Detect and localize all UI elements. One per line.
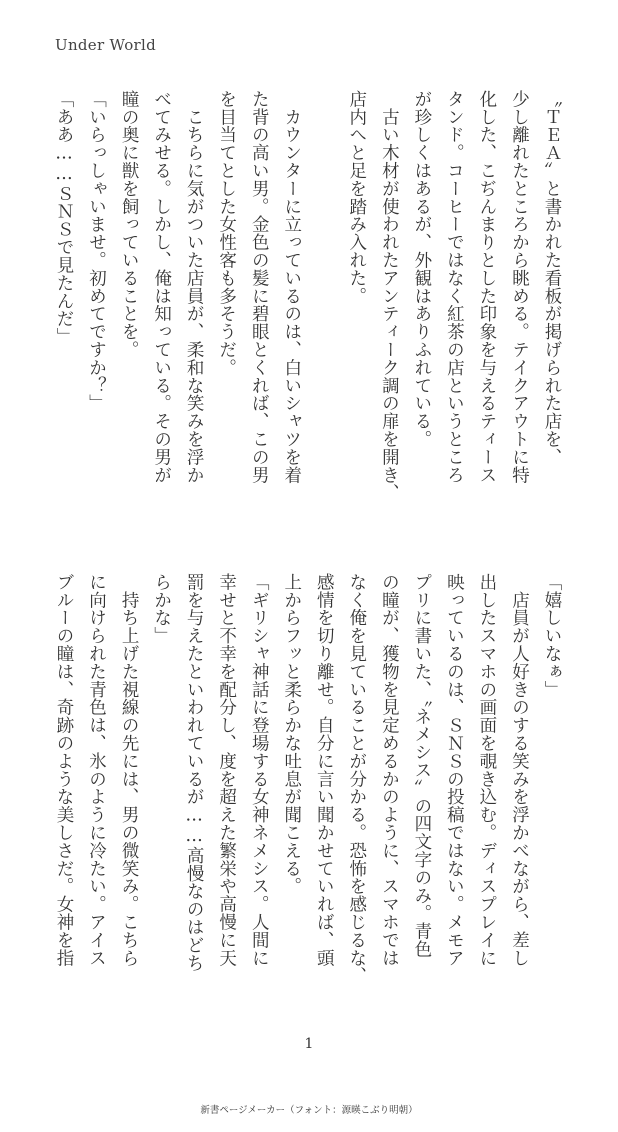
text-column: 幸せと不幸を配分し、度を超えた繁栄や高慢に天 <box>216 573 237 967</box>
text-column: 店員が人好きのする笑みを浮かべながら、差し <box>509 573 530 967</box>
text-column: 店内へと足を踏み入れた。 <box>346 90 367 305</box>
text-column: 〝ＴＥＡ〟と書かれた看板が掲げられた店を、 <box>541 90 562 466</box>
text-column: なく俺を見ていることが分かる。恐怖を感じるな、 <box>346 573 367 985</box>
text-column: 「嬉しいなぁ」 <box>541 573 562 699</box>
text-column-blank <box>310 90 338 520</box>
text-column: 持ち上げた視線の先には、男の微笑み。こちら <box>119 573 140 967</box>
text-column: 「ギリシャ神話に登場する女神ネメシス。人間に <box>249 573 270 967</box>
text-column: ブルーの瞳は、奇跡のような美しさだ。女神を指 <box>54 573 74 967</box>
text-column: た背の高い男。金色の髪に碧眼とくれば、この男 <box>249 90 270 484</box>
text-column: の瞳が、獲物を見定めるかのように、スマホでは <box>379 573 400 967</box>
text-column: 化した、こぢんまりとした印象を与えるティース <box>476 90 497 484</box>
text-column: らかな」 <box>151 573 172 645</box>
page-number: 1 <box>304 1036 314 1052</box>
running-header-title: Under World <box>55 36 157 54</box>
text-column: が珍しくはあるが、外観はありふれている。 <box>411 90 432 448</box>
text-column: 出したスマホの画面を覗き込む。ディスプレイに <box>476 573 497 967</box>
text-column: カウンターに立っているのは、白いシャツを着 <box>281 90 302 484</box>
text-column: 罰を与えたといわれているが……高慢なのはどち <box>184 573 205 972</box>
text-column: 「ああ……ＳＮＳで見たんだ」 <box>54 90 74 346</box>
text-column: 上からフッと柔らかな吐息が聞こえる。 <box>281 573 302 896</box>
text-column: べてみせる。しかし、俺は知っている。その男が <box>151 90 172 484</box>
vertical-text-block-top <box>50 90 566 520</box>
text-column: 少し離れたところから眺める。テイクアウトに特 <box>509 90 530 484</box>
text-column: 「いらっしゃいませ。初めてですか？」 <box>86 90 107 413</box>
text-column: 古い木材が使われたアンティーク調の扉を開き、 <box>379 90 400 502</box>
text-column: 感情を切り離せ。自分に言い聞かせていれば、頭 <box>314 573 335 967</box>
text-column: こちらに気がついた店員が、柔和な笑みを浮か <box>184 90 205 484</box>
text-column: 映っているのは、ＳＮＳの投稿ではない。メモア <box>444 573 465 967</box>
vertical-text-block-bottom <box>50 573 566 1003</box>
text-column: に向けられた青色は、氷のように冷たい。アイス <box>86 573 107 967</box>
text-column: を目当てとした女性客も多そうだ。 <box>216 90 237 377</box>
text-column: 瞳の奥に獣を飼っていることを。 <box>119 90 140 359</box>
text-column: プリに書いた、〝ネメシス〟の四文字のみ。青色 <box>411 573 432 959</box>
text-column: タンド。コーヒーではなく紅茶の店というところ <box>444 90 465 484</box>
footer-credit: 新書ページメーカー（フォント：源暎こぶり明朝） <box>200 1105 418 1116</box>
